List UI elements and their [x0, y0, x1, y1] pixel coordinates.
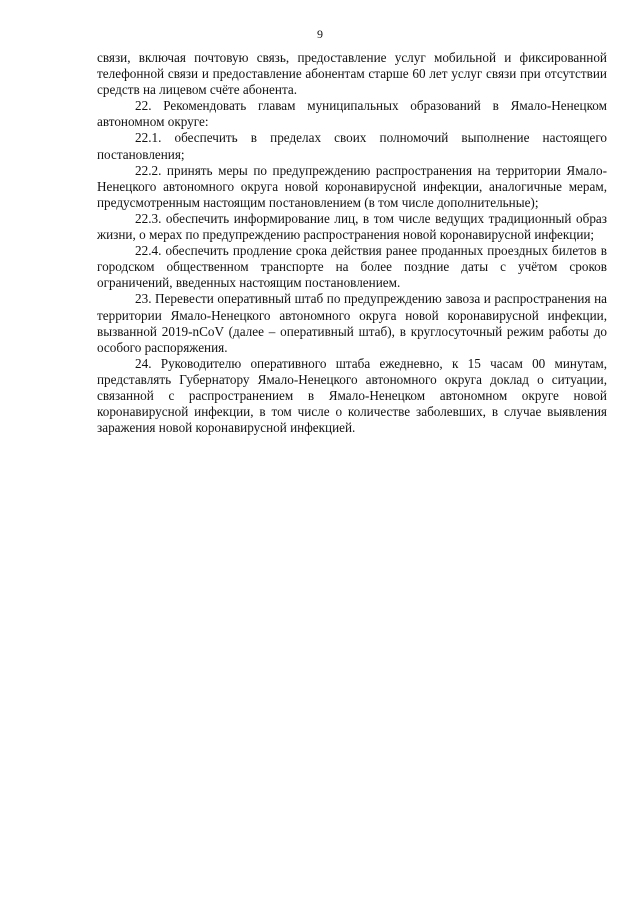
paragraph-23-operational-headquarters: 23. Перевести оперативный штаб по предупреждению завоза и распространения на территории Ямало-Ненецкого автономного округа новой коронавирусной инфекции, вызванной 2019-nCoV (далее – оперативный штаб), в круглосуточный режим работы до особого распоряжения.	[97, 291, 607, 355]
paragraph-22-2: 22.2. принять меры по предупреждению распространения на территории Ямало-Ненецкого автономного округа новой коронавирусной инфекции, аналогичные мерам, предусмотренным настоящим постановлением (в том числе дополнительные);	[97, 162, 607, 210]
page-number: 9	[317, 27, 323, 41]
document-body	[97, 50, 607, 436]
paragraph-22-3: 22.3. обеспечить информирование лиц, в том числе ведущих традиционный образ жизни, о мерах по предупреждению распространения новой коронавирусной инфекции;	[97, 210, 607, 243]
paragraph-continuation-communication-services: связи, включая почтовую связь, предоставление услуг мобильной и фиксированной телефонной связи и предоставление абонентам старше 60 лет услуг связи при отсутствии средств на лицевом счёте абонента.	[97, 50, 607, 98]
paragraph-24-daily-report: 24. Руководителю оперативного штаба ежедневно, к 15 часам 00 минутам, представлять Губернатору Ямало-Ненецкого автономного округа доклад о ситуации, связанной с распространением в Ямало-Ненецком автономном округе новой коронавирусной инфекции, в том числе о количестве заболевших, в случае выявления заражения новой коронавирусной инфекцией.	[97, 355, 607, 436]
paragraph-22-4: 22.4. обеспечить продление срока действия ранее проданных проездных билетов в городском общественном транспорте на более поздние даты с учётом сроков ограничений, введенных настоящим постановлением.	[97, 243, 607, 291]
paragraph-22-recommendation: 22. Рекомендовать главам муниципальных образований в Ямало-Ненецком автономном округе:	[97, 98, 607, 130]
paragraph-22-1: 22.1. обеспечить в пределах своих полномочий выполнение настоящего постановления;	[97, 130, 607, 162]
